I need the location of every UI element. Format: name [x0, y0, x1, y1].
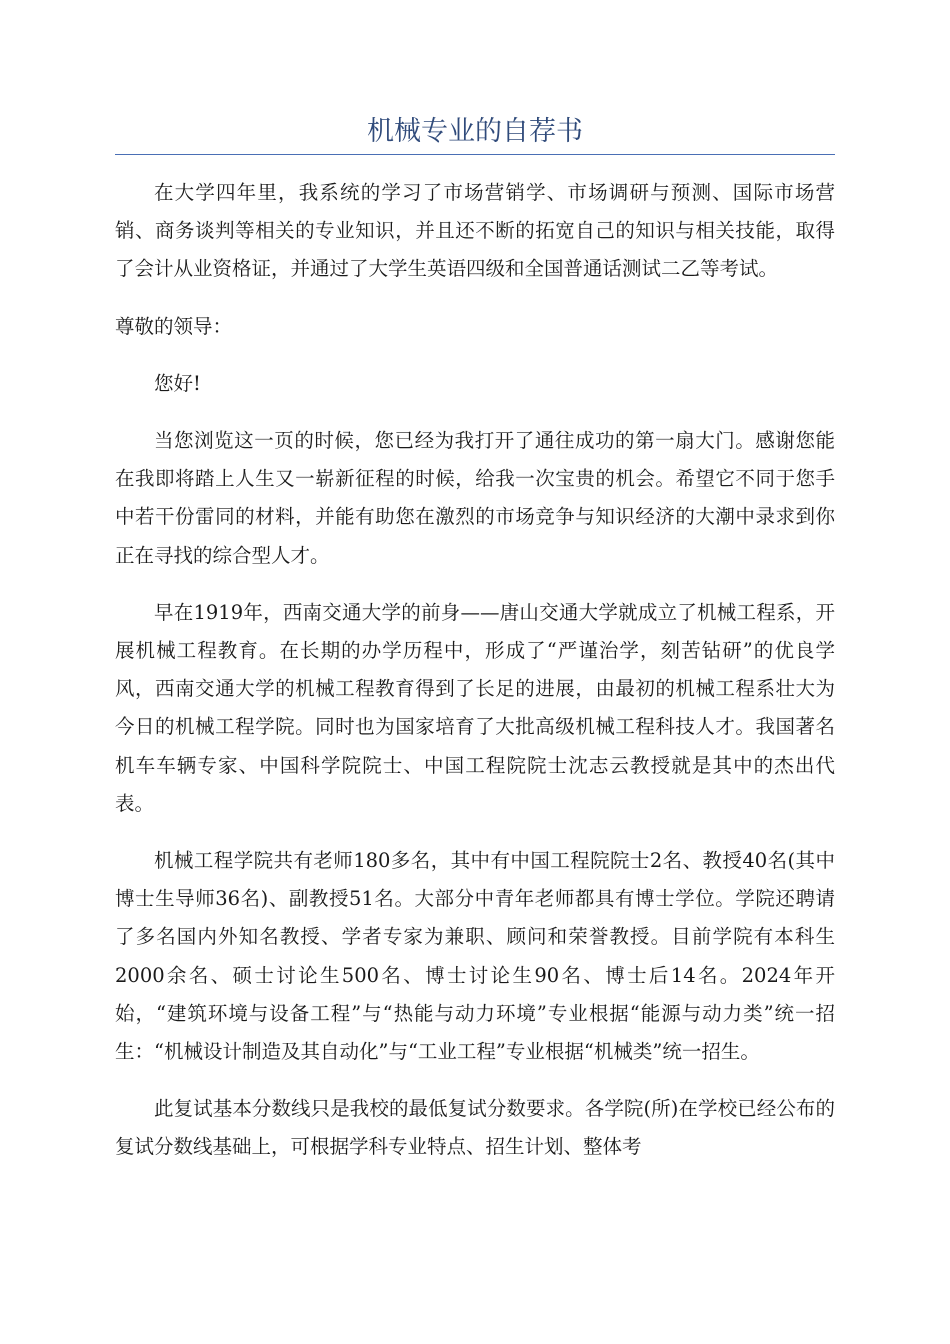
paragraph-introduction: 当您浏览这一页的时候，您已经为我打开了通往成功的第一扇大门。感谢您能在我即将踏上人生又一崭新征程的时候，给我一次宝贵的机会。希望它不同于您手中若干份雷同的材料，并能有助您在激烈的市场竞争与知识经济的大潮中录求到你正在寻找的综合型人才。 — [115, 429, 835, 567]
paragraph-study: 在大学四年里，我系统的学习了市场营销学、市场调研与预测、国际市场营销、商务谈判等相关的专业知识，并且还不断的拓宽自己的知识与相关技能，取得了会计从业资格证，并通过了大学生英语四级和全国普通话测试二乙等考试。 — [115, 181, 835, 281]
paragraph-greeting: 您好! — [154, 371, 201, 395]
paragraph-history: 早在1919年，西南交通大学的前身——唐山交通大学就成立了机械工程系，开展机械工程教育。在长期的办学历程中，形成了“严谨治学，刻苦钻研”的优良学风，西南交通大学的机械工程教育得到了长足的进展，由最初的机械工程系壮大为今日的机械工程学院。同时也为国家培育了大批高级机械工程科技人才。我国著名机车车辆专家、中国科学院院士、中国工程院院士沈志云教授就是其中的杰出代表。 — [115, 600, 835, 815]
document-body — [115, 174, 835, 1186]
title-underline — [115, 154, 835, 155]
document-title: 机械专业的自荐书 — [367, 116, 583, 147]
paragraph-scores: 此复试基本分数线只是我校的最低复试分数要求。各学院(所)在学校已经公布的复试分数线基础上，可根据学科专业特点、招生计划、整体考 — [115, 1097, 835, 1159]
paragraph-faculty: 机械工程学院共有老师180多名，其中有中国工程院院士2名、教授40名(其中博士生导师36名)、副教授51名。大部分中青年老师都具有博士学位。学院还聘请了多名国内外知名教授、学者专家为兼职、顾问和荣誉教授。目前学院有本科生2000余名、硕士讨论生500名、博士讨论生90名、博士后14名。2024年开始，“建筑环境与设备工程”与“热能与动力环境”专业根据“能源与动力类”统一招生：“机械设计制造及其自动化”与“工业工程”专业根据“机械类”统一招生。 — [115, 849, 835, 1064]
paragraph-salutation: 尊敬的领导： — [115, 314, 233, 338]
